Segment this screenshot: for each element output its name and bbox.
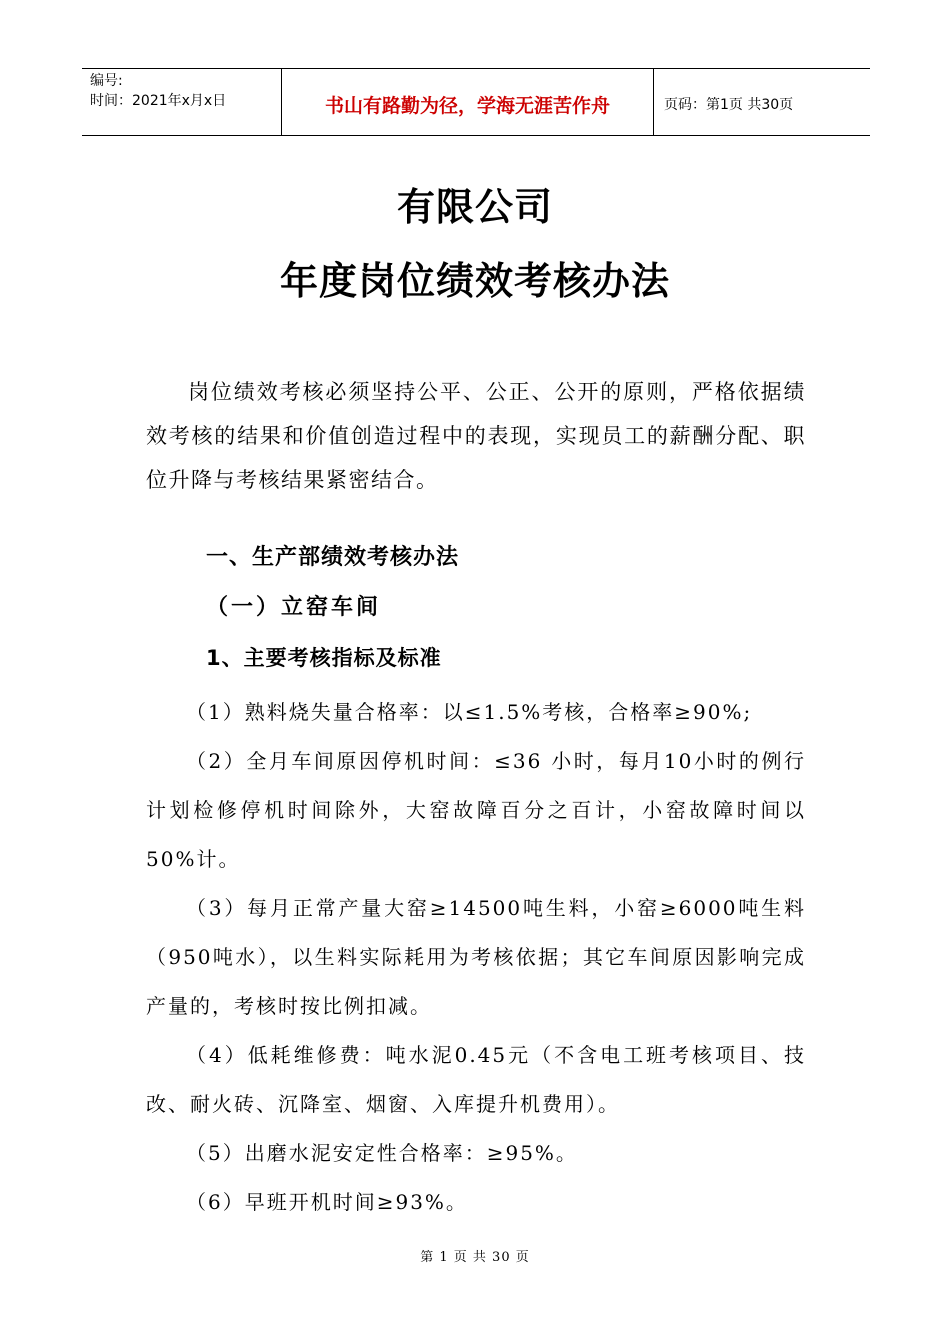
list-item: （5）出磨水泥安定性合格率：≥95%。 — [186, 1141, 578, 1165]
criteria-list — [146, 688, 806, 1227]
header-motto: 书山有路勤为径，学海无涯苦作舟 — [282, 69, 654, 135]
header-number-label: 编号: — [90, 73, 123, 89]
header-page-info: 页码：第1页 共30页 — [664, 97, 794, 113]
section-heading: 一、生产部绩效考核办法 — [206, 545, 460, 570]
page-footer: 第 1 页 共 30 页 — [420, 1250, 530, 1265]
page-header — [82, 68, 870, 136]
list-item: （1）熟料烧失量合格率：以≤1.5%考核，合格率≥90%; — [186, 700, 753, 724]
header-time-label: 时间：2021年x月x日 — [90, 93, 227, 109]
intro-paragraph: 岗位绩效考核必须坚持公平、公正、公开的原则，严格依据绩效考核的结果和价值创造过程中的表现，实现员工的薪酬分配、职位升降与考核结果紧密结合。 — [146, 380, 806, 492]
intro-paragraph-block — [146, 370, 806, 502]
list-item: （2）全月车间原因停机时间：≤36 小时，每月10小时的例行计划检修停机时间除外，大窑故障百分之百计，小窑故障时间以50%计。 — [146, 749, 806, 871]
list-item: （6）早班开机时间≥93%。 — [186, 1190, 468, 1214]
list-item: （3）每月正常产量大窑≥14500吨生料，小窑≥6000吨生料（950吨水），以生料实际耗用为考核依据；其它车间原因影响完成产量的，考核时按比例扣减。 — [146, 896, 806, 1018]
document-title-line2: 年度岗位绩效考核办法 — [279, 259, 670, 303]
header-meta-cell — [82, 69, 282, 135]
item-heading: 1、主要考核指标及标准 — [206, 646, 442, 670]
list-item: （4）低耗维修费：吨水泥0.45元（不含电工班考核项目、技改、耐火砖、沉降室、烟窗、入库提升机费用）。 — [146, 1043, 806, 1116]
sub-section-heading: （一）立窑车间 — [206, 594, 382, 620]
document-title-line1: 有限公司 — [396, 185, 553, 229]
